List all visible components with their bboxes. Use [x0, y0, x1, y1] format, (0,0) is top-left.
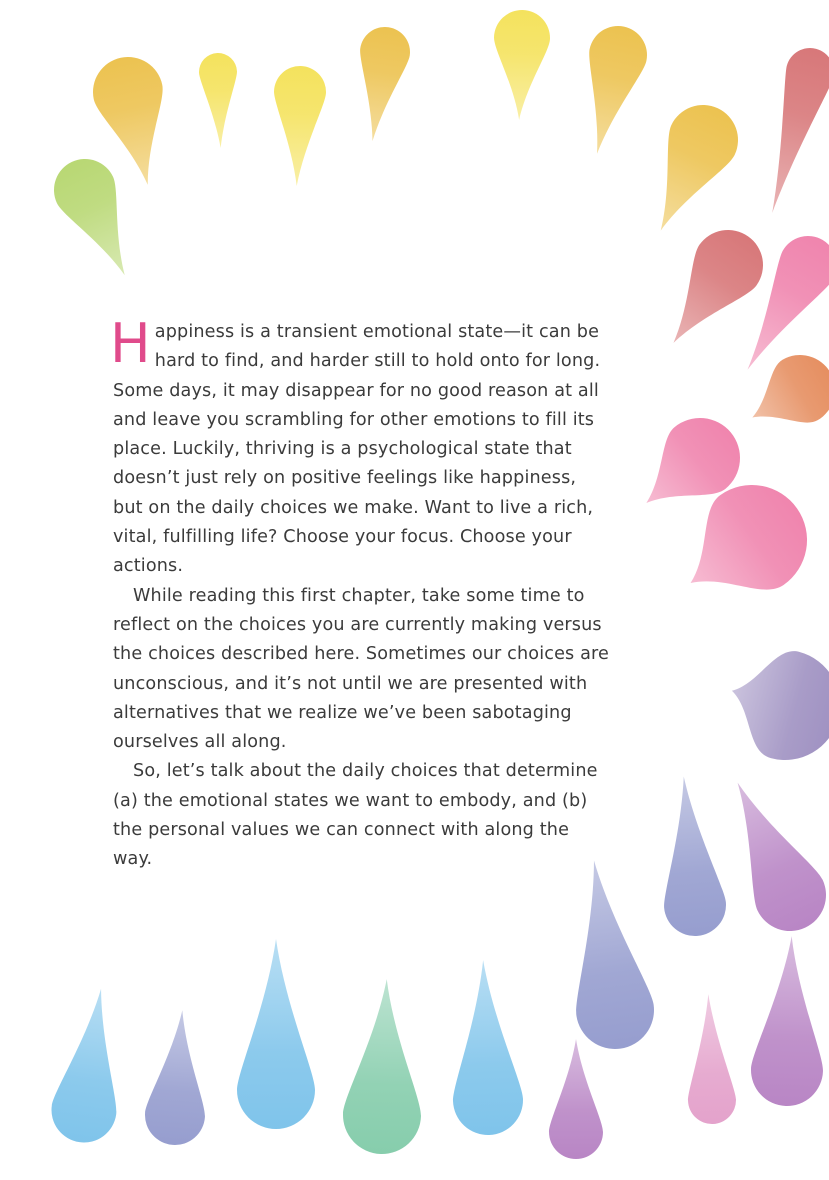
watercolor-drop	[555, 855, 659, 1054]
watercolor-drop	[198, 52, 239, 148]
watercolor-drop	[143, 1008, 212, 1147]
chapter-intro-text	[110, 312, 610, 875]
watercolor-drop	[342, 978, 426, 1156]
watercolor-drop	[653, 774, 729, 939]
watercolor-drop	[44, 149, 153, 288]
watercolor-drop	[549, 1039, 603, 1159]
watercolor-drop	[271, 65, 327, 187]
watercolor-drop	[749, 43, 829, 220]
watercolor-drop	[491, 9, 551, 121]
watercolor-drop	[47, 984, 133, 1147]
paragraph-3: So, let’s talk about the daily choices that determine (a) the emotional states we want to embody, and (b) the personal values we can connect with along the way.	[113, 761, 598, 870]
watercolor-drop	[645, 216, 777, 363]
paragraph-1-text: appiness is a transient emotional state—it can be hard to find, and harder still to hold onto for long. Some days, it may disappear for no good reason at all and leave you scrambling for other emotions to fill its place. Luckily, thriving is a psychological state that doesn’t just rely on positive feelings like happiness, but on the daily choices we make. Want to live a rich, vital, fulfilling life? Choose your focus. Choose your actions.	[113, 322, 601, 577]
paragraph-1	[110, 312, 609, 582]
watercolor-drop	[237, 939, 315, 1129]
watercolor-drop	[750, 935, 828, 1107]
watercolor-drop	[735, 342, 829, 448]
watercolor-drop	[348, 24, 414, 145]
paragraph-2: While reading this first chapter, take some time to reflect on the choices you are currently making versus the choices described here. Sometimes our choices are unconscious, and it’s not until we are presented with alternatives that we realize we’ve been sabotaging ourselves all along.	[113, 585, 610, 753]
watercolor-drop	[684, 993, 737, 1125]
watercolor-drop	[569, 21, 653, 160]
watercolor-drop	[629, 93, 749, 245]
watercolor-drop	[718, 638, 829, 773]
drop-cap: H	[110, 312, 151, 375]
watercolor-drop	[448, 959, 524, 1136]
